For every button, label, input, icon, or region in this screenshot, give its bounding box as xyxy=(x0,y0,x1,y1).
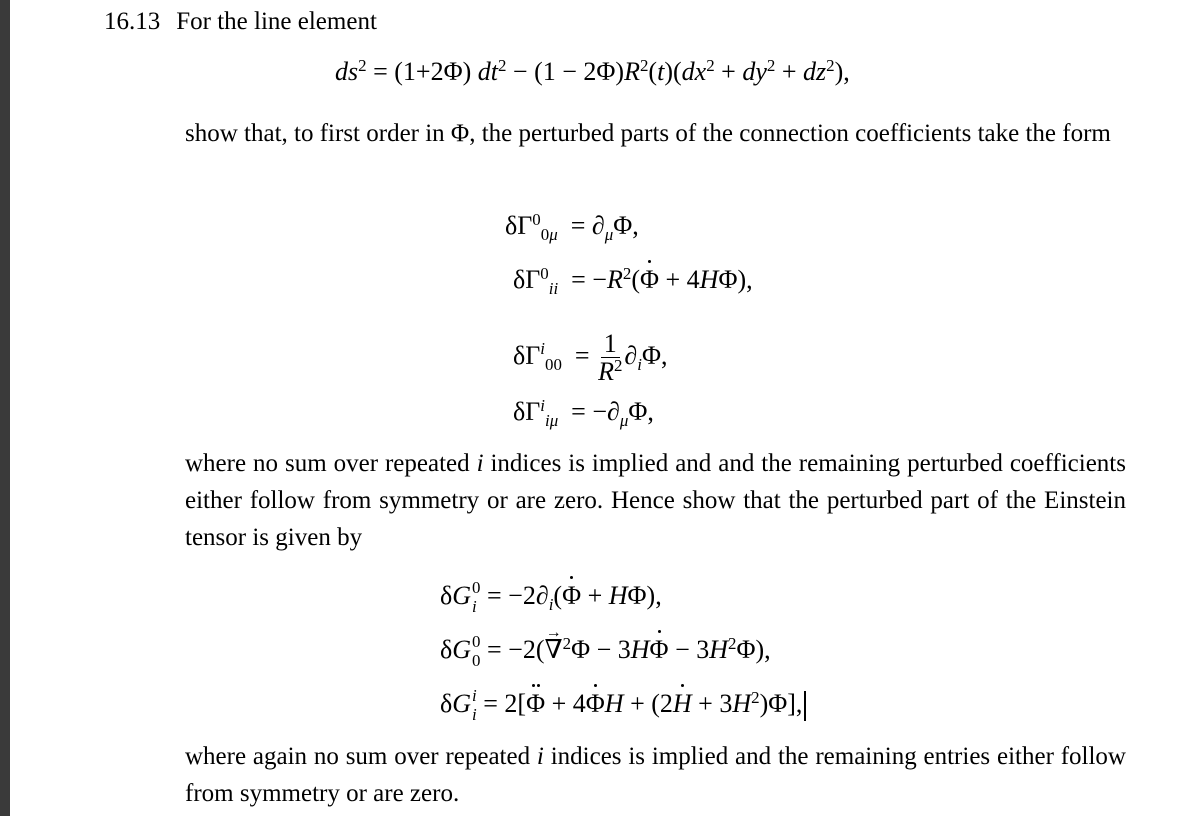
einstein-eq-2: δG 0 0 = $-2(\to \nabla^2\Phi - 3H\Phi - 3H^2\Phi)$, xyxy=(440,632,771,671)
einstein-eq-1: δG 0 i = $-2\partial_i(\Phi + H\Phi)$, xyxy=(440,578,662,617)
paragraph-closing: where again no sum over repeated i indices is implied and the remaining entries either follow from symmetry or are zero. xyxy=(185,743,1126,807)
text-cursor xyxy=(804,691,806,721)
connection-eq-3: $\delta\Gamma^i_{00}$ = $\frac{1}{R^2}$ $\partial_i\Phi$, xyxy=(513,329,668,387)
connection-eq-4: $\delta\Gamma^i_{i\mu} = -\partial_\mu\Phi$, xyxy=(513,395,654,430)
einstein-eq-3: δG i i = $2[\Phi + 4\Phi H + (2H + 3H^2)\Phi]$, xyxy=(440,686,806,725)
problem-intro: For the line element xyxy=(176,8,377,35)
line-element-equation: $ds^2 = (1+2\Phi) dt^2 - (1 - 2\Phi)R^2(t)(dx^2 + dy^2 + dz^2)$, xyxy=(335,55,850,86)
connection-eq-2: $\delta\Gamma^0_{ii} = -R^2(\Phi + 4H\Phi)$, xyxy=(513,263,753,298)
paragraph-connection-intro: show that, to first order in Φ, the perturbed parts of the connection coefficients take the form xyxy=(185,120,1111,147)
problem-number: 16.13 xyxy=(104,8,161,35)
paragraph-einstein-intro: where no sum over repeated i indices is implied and and the remaining perturbed coefficients either follow from symmetry or are zero. Hence show that the perturbed part of the Einstein tensor is given by xyxy=(185,450,1126,551)
connection-eq-1: $\delta\Gamma^0_{0\mu} = \partial_\mu\Phi$, xyxy=(505,209,639,244)
page-edge-bar xyxy=(0,0,10,816)
problem-heading xyxy=(104,6,377,38)
